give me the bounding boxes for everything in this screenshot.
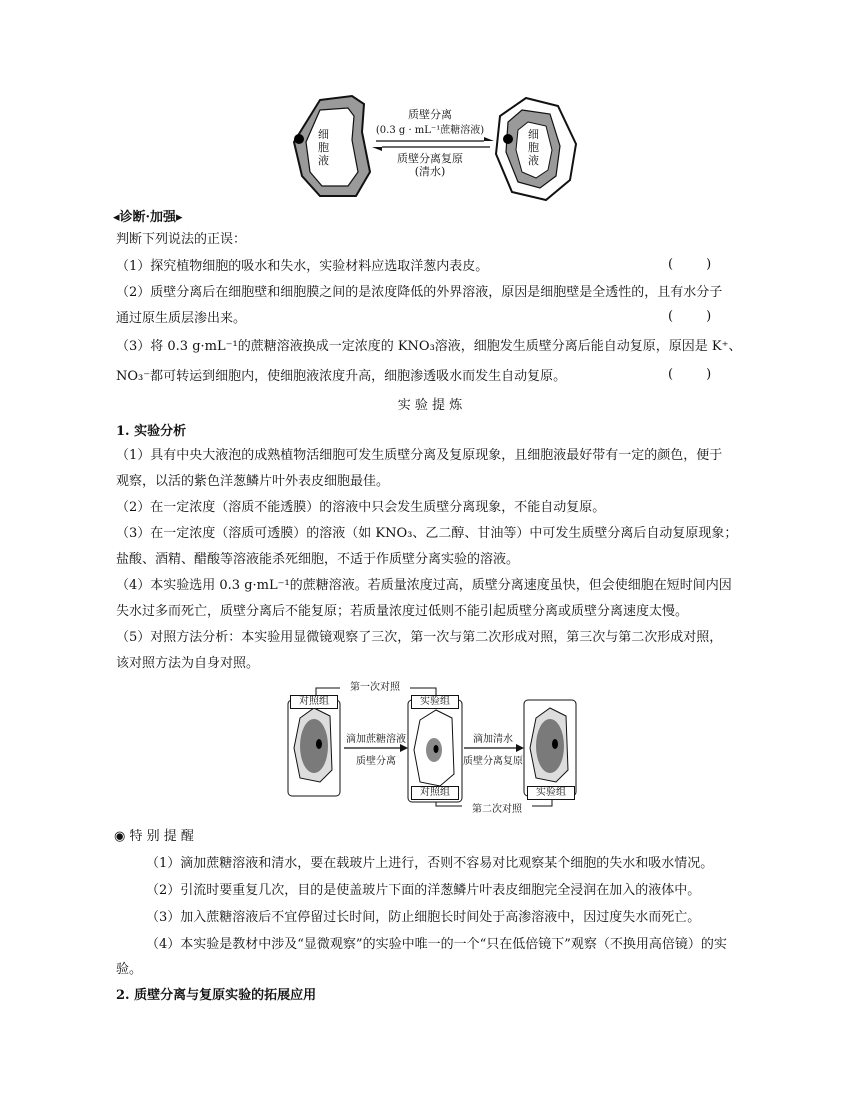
reminder-title: ◉ 特 别 提 醒 [114, 829, 194, 844]
arrow1-bottom-label: 质壁分离 [356, 756, 396, 767]
refine-line-5: 盐酸、酒精、醋酸等溶液能杀死细胞，不适于作质壁分离实验的溶液。 [116, 552, 520, 567]
diagnosis-item-1: （1）探究植物细胞的吸水和失水，实验材料应选取洋葱内表皮。 [116, 259, 489, 274]
second-control-label: 第二次对照 [462, 800, 532, 815]
refine-line-7: 失水过多而死亡，质壁分离后不能复原；若质量浓度过低则不能引起质壁分离或质壁分离速度太慢。 [116, 604, 689, 619]
box3-tag: 实验组 [527, 786, 575, 800]
reminder-line-3: （3）加入蔗糖溶液后不宜停留过长时间，防止细胞长时间处于高渗溶液中，因过度失水而死亡。 [146, 910, 701, 925]
box2-tag-bottom: 对照组 [411, 786, 459, 800]
refine-line-2: 观察，以活的紫色洋葱鳞片叶外表皮细胞最佳。 [116, 474, 390, 489]
answer-paren-2: ( ) [668, 309, 712, 324]
section-heading-1: 1. 实验分析 [116, 424, 187, 439]
reminder-line-1: （1）滴加蔗糖溶液和清水，要在载玻片上进行，否则不容易对比观察某个细胞的失水和吸水情况。 [146, 856, 714, 871]
section-heading-2: 2. 质壁分离与复原实验的拓展应用 [116, 988, 317, 1003]
answer-paren-1: ( ) [668, 257, 712, 272]
refine-title: 实 验 提 炼 [397, 398, 463, 413]
diagnosis-item-2b: 通过原生质层渗出来。 [116, 311, 247, 326]
refine-line-8: （5）对照方法分析：本实验用显微镜观察了三次，第一次与第二次形成对照，第三次与第二次形成对照， [116, 630, 723, 645]
first-control-label: 第一次对照 [340, 678, 410, 693]
arrow-top-label-2: (0.3 g · mL⁻¹蔗糖溶液) [375, 125, 485, 136]
arrow-bottom-label-2: (清水) [414, 165, 446, 178]
arrow-bottom-label-1: 质壁分离复原 [397, 152, 463, 165]
arrow-top-label-1: 质壁分离 [408, 108, 452, 121]
right-cell-label: 细胞液 [528, 128, 539, 167]
arrow1-top-label: 滴加蔗糖溶液 [346, 734, 406, 745]
refine-line-3: （2）在一定浓度（溶质不能透膜）的溶液中只会发生质壁分离现象，不能自动复原。 [116, 500, 606, 515]
reminder-line-5: 验。 [116, 962, 143, 977]
diagnosis-intro: 判断下列说法的正误： [116, 232, 247, 247]
reminder-line-4: （4）本实验是教材中涉及“显微观察”的实验中唯一的一个“只在低倍镜下”观察（不换用高倍镜）的实 [146, 937, 727, 952]
box2-tag-top: 实验组 [411, 695, 459, 709]
diagnosis-item-2: （2）质壁分离后在细胞壁和细胞膜之间的是浓度降低的外界溶液，原因是细胞壁是全透性的，且有水分子 [116, 285, 723, 300]
answer-paren-3: ( ) [668, 367, 712, 382]
refine-line-4: （3）在一定浓度（溶质可透膜）的溶液（如 KNO₃、乙二醇、甘油等）中可发生质壁分离后自动复原现象； [116, 526, 738, 541]
diagnosis-title: ◂诊断·加强▸ [113, 210, 183, 225]
box1-tag: 对照组 [290, 695, 338, 709]
arrow2-top-label: 滴加清水 [473, 734, 513, 745]
refine-line-9: 该对照方法为自身对照。 [116, 656, 260, 671]
left-cell-label: 细胞液 [318, 128, 329, 167]
refine-line-6: （4）本实验选用 0.3 g·mL⁻¹的蔗糖溶液。若质量浓度过高，质壁分离速度虽快，但会使细胞在短时间内因 [116, 578, 732, 593]
diagnosis-item-3b: NO₃⁻都可转运到细胞内，使细胞液浓度升高，细胞渗透吸水而发生自动复原。 [116, 369, 567, 384]
diagnosis-item-3: （3）将 0.3 g·mL⁻¹的蔗糖溶液换成一定浓度的 KNO₃溶液，细胞发生质壁分离后能自动复原，原因是 K⁺、 [116, 339, 742, 354]
reminder-line-2: （2）引流时要重复几次，目的是使盖玻片下面的洋葱鳞片叶表皮细胞完全浸润在加入的液体中。 [146, 883, 701, 898]
refine-line-1: （1）具有中央大液泡的成熟植物活细胞可发生质壁分离及复原现象，且细胞液最好带有一定的颜色，便于 [116, 448, 723, 463]
arrow2-bottom-label: 质壁分离复原 [463, 756, 523, 767]
